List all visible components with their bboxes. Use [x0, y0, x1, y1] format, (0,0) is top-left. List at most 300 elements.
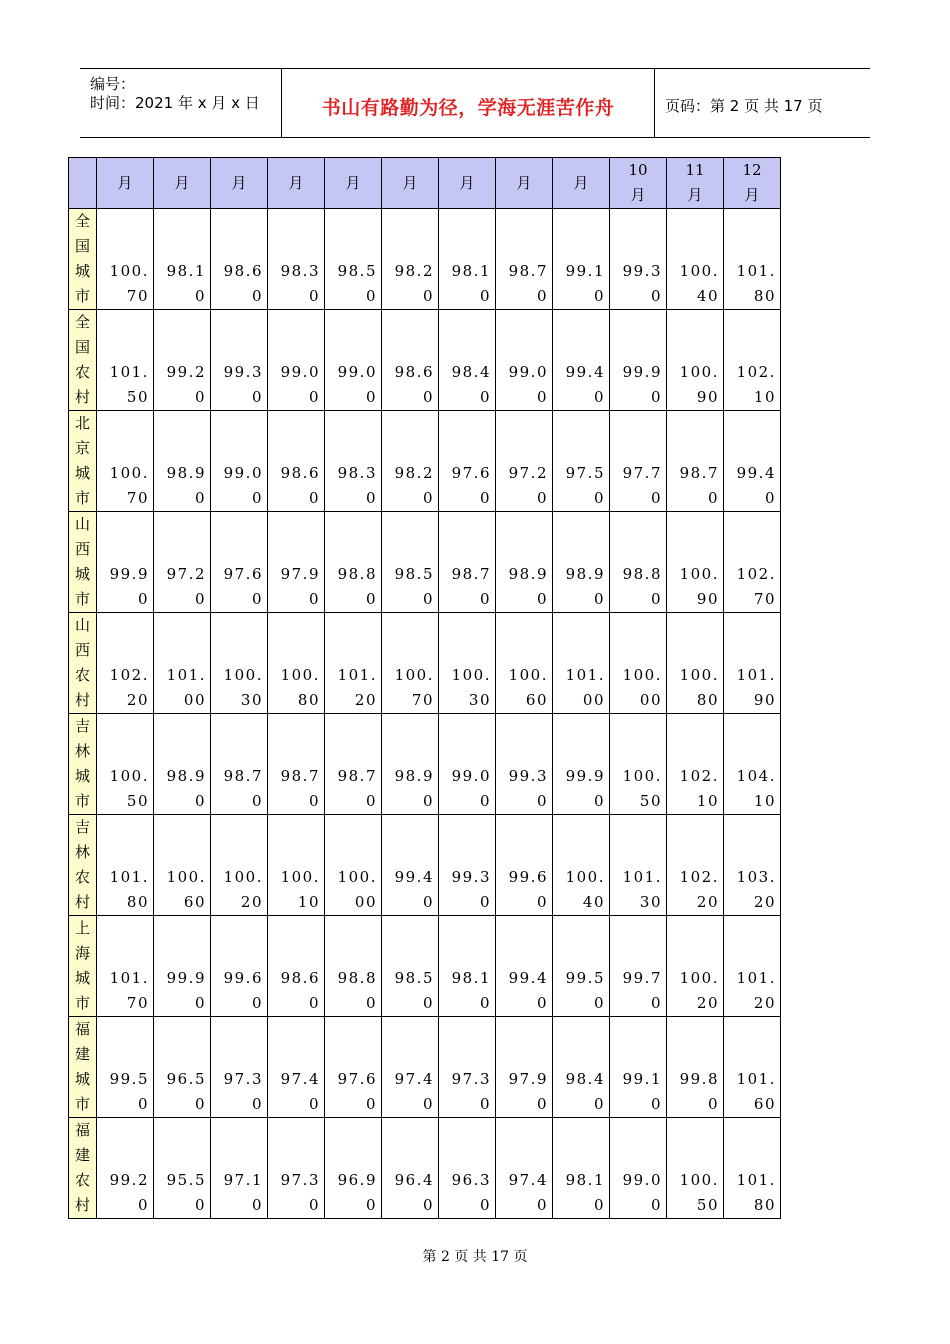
value-line: 99.0	[223, 464, 263, 482]
value-line: 99.3	[223, 363, 263, 381]
value-cell	[553, 714, 610, 815]
value-cell	[97, 815, 154, 916]
value-cell	[268, 209, 325, 310]
value-line: 97.4	[508, 1171, 548, 1189]
value-line: 98.4	[451, 363, 491, 381]
value-cell	[553, 1017, 610, 1118]
value-line: 98.5	[394, 969, 434, 987]
value-line: 97.3	[280, 1171, 320, 1189]
value-cell	[154, 310, 211, 411]
value-line: 98.8	[337, 969, 377, 987]
value-cell	[382, 815, 439, 916]
value-line: 98.7	[280, 767, 320, 785]
value-line: 0	[251, 287, 263, 305]
row-label-char: 城	[74, 262, 90, 280]
value-line: 99.9	[109, 565, 149, 583]
value-cell	[211, 714, 268, 815]
month-unit: 月	[117, 173, 133, 192]
row-label-char: 村	[74, 388, 90, 406]
table-corner-cell	[69, 158, 97, 209]
value-line: 80	[696, 691, 719, 709]
value-line: 60	[525, 691, 548, 709]
value-cell	[97, 411, 154, 512]
value-line: 0	[422, 792, 434, 810]
value-line: 99.0	[280, 363, 320, 381]
value-line: 99.9	[622, 363, 662, 381]
value-cell	[667, 310, 724, 411]
value-line: 0	[194, 287, 206, 305]
value-cell	[154, 916, 211, 1017]
table-row	[69, 916, 781, 1017]
value-line: 0	[764, 489, 776, 507]
value-line: 30	[639, 893, 662, 911]
value-line: 99.0	[337, 363, 377, 381]
value-line: 0	[194, 792, 206, 810]
value-line: 97.9	[280, 565, 320, 583]
month-unit: 月	[744, 186, 760, 204]
value-line: 98.1	[565, 1171, 605, 1189]
value-line: 98.2	[394, 262, 434, 280]
value-line: 0	[536, 792, 548, 810]
table-row	[69, 310, 781, 411]
value-line: 98.7	[337, 767, 377, 785]
value-cell	[97, 1118, 154, 1219]
row-label-char: 福	[74, 1121, 90, 1139]
value-line: 0	[650, 590, 662, 608]
page-footer: 第 2 页 共 17 页	[422, 1249, 528, 1265]
value-line: 99.6	[223, 969, 263, 987]
value-line: 0	[707, 1095, 719, 1113]
value-line: 10	[696, 792, 719, 810]
row-label-cell	[69, 411, 97, 512]
value-line: 98.9	[166, 464, 206, 482]
value-cell	[97, 310, 154, 411]
value-line: 98.2	[394, 464, 434, 482]
value-line: 100.	[280, 666, 320, 684]
value-line: 101.	[109, 969, 149, 987]
value-line: 0	[593, 388, 605, 406]
value-line: 60	[753, 1095, 776, 1113]
value-line: 80	[297, 691, 320, 709]
value-line: 30	[240, 691, 263, 709]
value-line: 0	[137, 590, 149, 608]
value-line: 102.	[679, 767, 719, 785]
row-label-char: 村	[74, 1196, 90, 1214]
row-label-char: 上	[74, 919, 90, 937]
row-label-char: 京	[74, 439, 90, 457]
value-cell	[724, 916, 781, 1017]
row-label-cell	[69, 613, 97, 714]
value-line: 0	[479, 994, 491, 1012]
value-line: 0	[650, 994, 662, 1012]
value-line: 101.	[736, 969, 776, 987]
month-unit: 月	[288, 173, 304, 192]
value-cell	[724, 815, 781, 916]
month-unit: 月	[573, 173, 589, 192]
value-line: 0	[251, 388, 263, 406]
value-line: 100.	[679, 969, 719, 987]
row-label-char: 吉	[74, 818, 90, 836]
value-line: 99.3	[508, 767, 548, 785]
value-line: 90	[696, 590, 719, 608]
value-line: 98.9	[508, 565, 548, 583]
value-line: 00	[183, 691, 206, 709]
value-cell	[610, 512, 667, 613]
row-label-cell	[69, 209, 97, 310]
value-line: 98.6	[394, 363, 434, 381]
value-line: 0	[593, 792, 605, 810]
value-line: 97.4	[394, 1070, 434, 1088]
value-line: 100.	[451, 666, 491, 684]
value-line: 20	[753, 994, 776, 1012]
value-cell	[496, 1118, 553, 1219]
value-cell	[154, 1017, 211, 1118]
value-cell	[724, 411, 781, 512]
value-cell	[496, 310, 553, 411]
value-cell	[439, 714, 496, 815]
value-cell	[325, 411, 382, 512]
value-line: 98.3	[280, 262, 320, 280]
value-line: 30	[468, 691, 491, 709]
value-line: 0	[308, 994, 320, 1012]
value-cell	[610, 310, 667, 411]
value-line: 0	[536, 287, 548, 305]
value-line: 98.7	[679, 464, 719, 482]
row-label-char: 国	[74, 338, 90, 356]
table-row	[69, 1118, 781, 1219]
value-line: 97.2	[508, 464, 548, 482]
row-label-cell	[69, 714, 97, 815]
value-cell	[667, 613, 724, 714]
value-cell	[268, 714, 325, 815]
value-line: 0	[650, 287, 662, 305]
header-page-cell	[655, 69, 870, 137]
value-line: 100.	[508, 666, 548, 684]
value-line: 99.0	[451, 767, 491, 785]
value-cell	[268, 1017, 325, 1118]
value-line: 70	[126, 994, 149, 1012]
value-line: 0	[479, 1095, 491, 1113]
value-line: 90	[696, 388, 719, 406]
value-cell	[154, 613, 211, 714]
row-label-char: 农	[74, 666, 90, 684]
value-cell	[610, 411, 667, 512]
value-line: 96.9	[337, 1171, 377, 1189]
value-line: 0	[365, 792, 377, 810]
value-cell	[553, 1118, 610, 1219]
month-header-cell	[211, 158, 268, 209]
row-label-char: 吉	[74, 717, 90, 735]
value-cell	[154, 512, 211, 613]
month-number: 10	[628, 161, 648, 179]
value-cell	[211, 1118, 268, 1219]
value-cell	[325, 815, 382, 916]
value-line: 0	[137, 1095, 149, 1113]
value-line: 0	[650, 1095, 662, 1113]
value-line: 0	[422, 1095, 434, 1113]
value-line: 97.3	[451, 1070, 491, 1088]
value-line: 103.	[736, 868, 776, 886]
value-line: 99.1	[622, 1070, 662, 1088]
value-line: 97.6	[451, 464, 491, 482]
row-label-char: 城	[74, 1070, 90, 1088]
row-label-char: 城	[74, 464, 90, 482]
value-line: 97.2	[166, 565, 206, 583]
value-cell	[724, 310, 781, 411]
value-line: 0	[194, 1095, 206, 1113]
value-line: 99.2	[166, 363, 206, 381]
value-cell	[667, 815, 724, 916]
value-cell	[211, 209, 268, 310]
value-cell	[667, 209, 724, 310]
month-header-cell	[382, 158, 439, 209]
value-line: 100.	[109, 767, 149, 785]
value-line: 0	[251, 1095, 263, 1113]
value-cell	[496, 411, 553, 512]
month-unit: 月	[459, 173, 475, 192]
row-label-char: 农	[74, 363, 90, 381]
month-unit: 月	[516, 173, 532, 192]
value-cell	[382, 411, 439, 512]
value-line: 0	[479, 1196, 491, 1214]
value-line: 98.7	[451, 565, 491, 583]
value-line: 98.6	[223, 262, 263, 280]
value-line: 90	[753, 691, 776, 709]
value-cell	[439, 512, 496, 613]
value-cell	[382, 512, 439, 613]
value-line: 98.8	[337, 565, 377, 583]
value-cell	[154, 714, 211, 815]
value-line: 100.	[679, 363, 719, 381]
value-line: 102.	[736, 363, 776, 381]
value-cell	[382, 1118, 439, 1219]
value-line: 101.	[736, 262, 776, 280]
value-line: 70	[126, 489, 149, 507]
value-line: 99.4	[508, 969, 548, 987]
value-line: 101.	[166, 666, 206, 684]
value-cell	[211, 310, 268, 411]
value-line: 99.7	[622, 969, 662, 987]
month-unit: 月	[687, 186, 703, 204]
value-line: 50	[696, 1196, 719, 1214]
value-line: 0	[650, 388, 662, 406]
row-label-cell	[69, 1118, 97, 1219]
value-line: 80	[753, 287, 776, 305]
value-cell	[382, 209, 439, 310]
value-line: 100.	[109, 464, 149, 482]
value-cell	[154, 815, 211, 916]
month-number: 11	[685, 161, 705, 179]
value-line: 100.	[622, 666, 662, 684]
value-line: 104.	[736, 767, 776, 785]
row-label-char: 海	[74, 944, 90, 962]
row-label-char: 市	[74, 792, 90, 810]
month-header-cell	[610, 158, 667, 209]
value-cell	[268, 1118, 325, 1219]
value-line: 00	[639, 691, 662, 709]
value-line: 0	[479, 489, 491, 507]
page-header	[80, 68, 870, 138]
value-line: 97.3	[223, 1070, 263, 1088]
value-line: 100.	[223, 868, 263, 886]
value-line: 0	[422, 388, 434, 406]
value-cell	[154, 209, 211, 310]
row-label-char: 建	[74, 1045, 90, 1063]
value-line: 0	[593, 287, 605, 305]
value-cell	[553, 815, 610, 916]
value-cell	[610, 613, 667, 714]
value-cell	[439, 613, 496, 714]
row-label-char: 山	[74, 616, 90, 634]
month-header-cell	[724, 158, 781, 209]
value-cell	[268, 512, 325, 613]
value-line: 0	[251, 792, 263, 810]
value-line: 97.6	[337, 1070, 377, 1088]
value-line: 100.	[679, 262, 719, 280]
value-line: 0	[308, 792, 320, 810]
value-line: 101.	[565, 666, 605, 684]
value-line: 97.6	[223, 565, 263, 583]
value-line: 20	[753, 893, 776, 911]
value-cell	[496, 714, 553, 815]
value-cell	[325, 512, 382, 613]
value-line: 70	[126, 287, 149, 305]
value-line: 100.	[280, 868, 320, 886]
value-line: 100.	[565, 868, 605, 886]
value-line: 20	[126, 691, 149, 709]
value-line: 0	[365, 590, 377, 608]
value-line: 0	[308, 388, 320, 406]
value-line: 102.	[736, 565, 776, 583]
value-line: 98.3	[337, 464, 377, 482]
value-line: 0	[422, 893, 434, 911]
value-line: 98.5	[394, 565, 434, 583]
value-line: 98.9	[166, 767, 206, 785]
value-line: 0	[479, 287, 491, 305]
value-line: 0	[194, 489, 206, 507]
document-time-label: 时间：2021 年 x 月 x 日	[90, 94, 260, 112]
table-header-row	[69, 158, 781, 209]
value-line: 0	[365, 489, 377, 507]
row-label-char: 山	[74, 515, 90, 533]
month-unit: 月	[174, 173, 190, 192]
value-cell	[382, 310, 439, 411]
row-label-char: 市	[74, 489, 90, 507]
value-line: 102.	[109, 666, 149, 684]
value-cell	[325, 1017, 382, 1118]
value-line: 0	[479, 388, 491, 406]
value-cell	[97, 613, 154, 714]
value-cell	[268, 613, 325, 714]
value-line: 100.	[109, 262, 149, 280]
row-label-cell	[69, 815, 97, 916]
value-line: 99.3	[451, 868, 491, 886]
value-line: 98.1	[451, 262, 491, 280]
value-line: 40	[696, 287, 719, 305]
value-line: 10	[297, 893, 320, 911]
value-line: 98.1	[451, 969, 491, 987]
value-line: 99.9	[166, 969, 206, 987]
table-row	[69, 512, 781, 613]
value-line: 0	[479, 590, 491, 608]
value-cell	[211, 815, 268, 916]
value-line: 99.5	[109, 1070, 149, 1088]
row-label-char: 村	[74, 691, 90, 709]
value-cell	[439, 916, 496, 1017]
row-label-cell	[69, 310, 97, 411]
value-line: 00	[354, 893, 377, 911]
value-cell	[553, 613, 610, 714]
value-line: 0	[365, 388, 377, 406]
month-header-cell	[553, 158, 610, 209]
value-cell	[268, 411, 325, 512]
value-line: 0	[536, 893, 548, 911]
value-cell	[382, 714, 439, 815]
value-line: 80	[753, 1196, 776, 1214]
value-line: 99.6	[508, 868, 548, 886]
value-line: 0	[593, 489, 605, 507]
value-line: 40	[582, 893, 605, 911]
value-line: 0	[479, 893, 491, 911]
value-line: 97.5	[565, 464, 605, 482]
value-line: 0	[251, 1196, 263, 1214]
row-label-char: 城	[74, 767, 90, 785]
price-index-table	[68, 157, 781, 1219]
value-cell	[724, 613, 781, 714]
value-line: 20	[696, 994, 719, 1012]
value-cell	[610, 714, 667, 815]
value-line: 0	[365, 994, 377, 1012]
value-line: 98.9	[565, 565, 605, 583]
value-line: 0	[308, 287, 320, 305]
value-cell	[439, 1017, 496, 1118]
value-line: 101.	[736, 666, 776, 684]
table-row	[69, 613, 781, 714]
row-label-cell	[69, 916, 97, 1017]
value-cell	[97, 209, 154, 310]
value-line: 96.4	[394, 1171, 434, 1189]
value-cell	[439, 209, 496, 310]
value-cell	[667, 1017, 724, 1118]
value-line: 0	[593, 1196, 605, 1214]
value-cell	[667, 1118, 724, 1219]
value-cell	[211, 1017, 268, 1118]
value-line: 0	[536, 590, 548, 608]
value-line: 0	[308, 489, 320, 507]
value-line: 98.4	[565, 1070, 605, 1088]
row-label-cell	[69, 512, 97, 613]
value-line: 60	[183, 893, 206, 911]
value-line: 98.6	[280, 969, 320, 987]
value-line: 100.	[166, 868, 206, 886]
row-label-char: 建	[74, 1146, 90, 1164]
row-label-char: 市	[74, 994, 90, 1012]
row-label-char: 林	[74, 742, 90, 760]
month-header-cell	[439, 158, 496, 209]
value-cell	[325, 209, 382, 310]
value-line: 100.	[679, 666, 719, 684]
value-cell	[553, 310, 610, 411]
row-label-char: 农	[74, 868, 90, 886]
row-label-char: 北	[74, 414, 90, 432]
month-header-cell	[325, 158, 382, 209]
value-cell	[610, 209, 667, 310]
value-cell	[496, 815, 553, 916]
value-line: 97.4	[280, 1070, 320, 1088]
value-line: 0	[536, 388, 548, 406]
value-line: 0	[308, 1095, 320, 1113]
month-header-cell	[154, 158, 211, 209]
